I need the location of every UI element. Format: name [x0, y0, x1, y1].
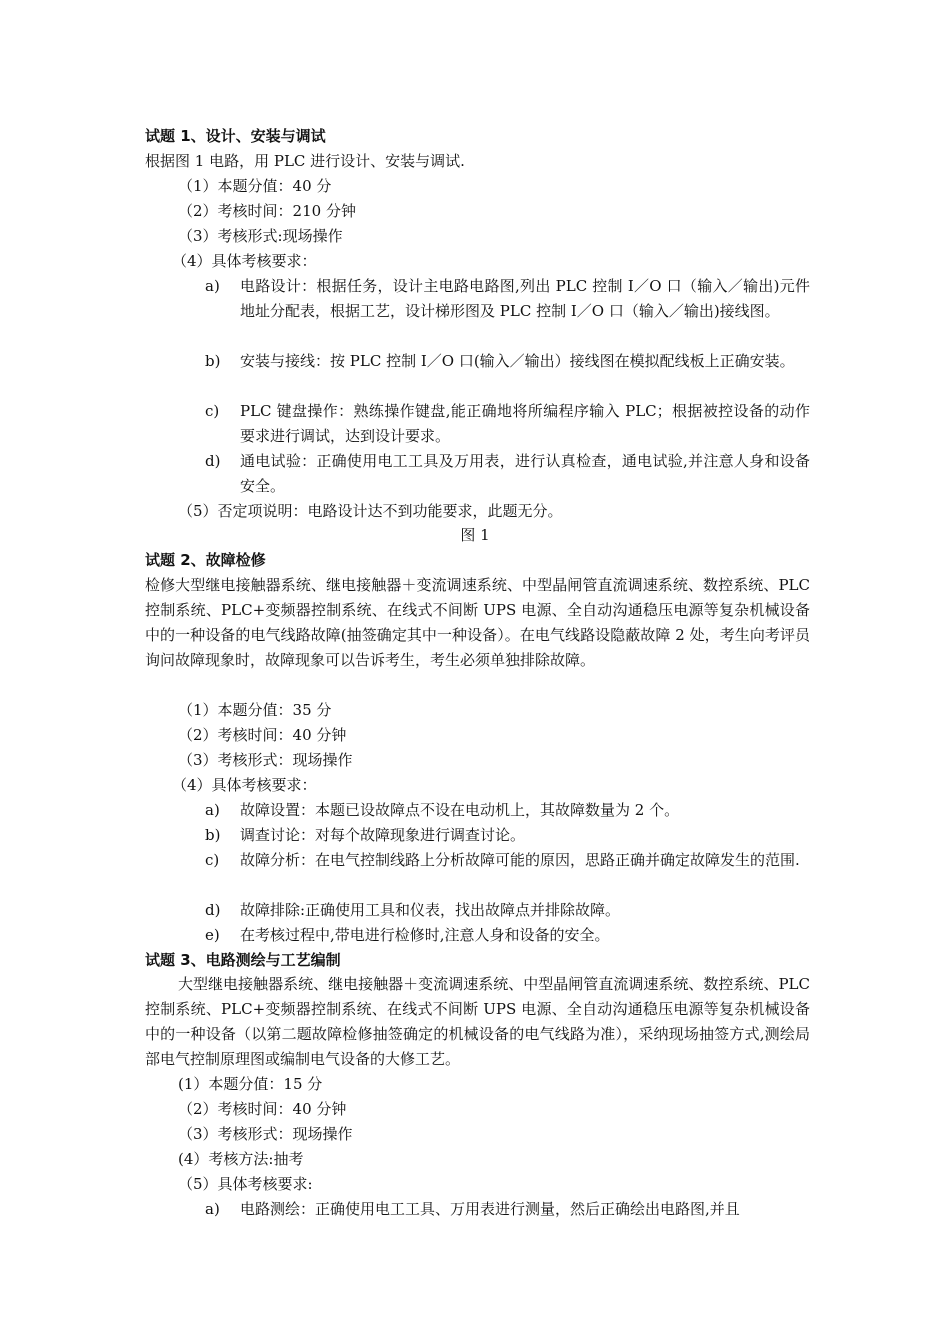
q1-item-form: （3）考核形式:现场操作	[178, 227, 343, 245]
q2-item-time: （2）考核时间：40 分钟	[178, 726, 347, 744]
q2-req-c-text: 故障分析：在电气控制线路上分析故障可能的原因，思路正确并确定故障发生的范围.	[240, 851, 800, 869]
q2-req-e-label: e)	[205, 926, 220, 944]
q2-req-d-label: d)	[205, 901, 221, 919]
q1-req-d-text: 通电试验：正确使用电工工具及万用表，进行认真检查，通电试验,并注意人身和设备安全。	[240, 452, 810, 495]
q2-req-b-label: b)	[205, 826, 221, 844]
q3-req-a-label: a)	[205, 1200, 220, 1218]
q1-req-d-label: d)	[205, 452, 221, 470]
q1-title: 试题 1、设计、安装与调试	[145, 127, 326, 145]
q2-item-reqs: （4）具体考核要求：	[172, 776, 317, 794]
q2-req-a-label: a)	[205, 801, 220, 819]
q1-req-a-label: a)	[205, 277, 220, 295]
q1-req-a-text: 电路设计：根据任务，设计主电路电路图,列出 PLC 控制 I／O 口（输入／输出)元件地址分配表，根据工艺，设计梯形图及 PLC 控制 I／O 口（输入／输出)接线图。	[240, 277, 810, 320]
q1-item-time: （2）考核时间：210 分钟	[178, 202, 356, 220]
q2-item-form: （3）考核形式：现场操作	[178, 751, 353, 769]
q2-item-score: （1）本题分值：35 分	[178, 701, 332, 719]
q2-title: 试题 2、故障检修	[145, 551, 266, 569]
q1-intro: 根据图 1 电路，用 PLC 进行设计、安装与调试.	[145, 152, 465, 170]
q2-req-d-text: 故障排除:正确使用工具和仪表，找出故障点并排除故障。	[240, 901, 621, 919]
q3-item-time: （2）考核时间：40 分钟	[178, 1100, 347, 1118]
q1-req-b-text: 安装与接线：按 PLC 控制 I／O 口(输入／输出）接线图在模拟配线板上正确安装。	[240, 352, 795, 370]
q1-req-c-label: c)	[205, 402, 220, 420]
q3-item-form: （3）考核形式：现场操作	[178, 1125, 353, 1143]
q1-req-c-text: PLC 键盘操作：熟练操作键盘,能正确地将所编程序输入 PLC；根据被控设备的动作要求进行调试，达到设计要求。	[240, 402, 810, 445]
q3-item-score: (1）本题分值：15 分	[178, 1075, 323, 1093]
q3-intro: 大型继电接触器系统、继电接触器＋变流调速系统、中型晶闸管直流调速系统、数控系统、PLC 控制系统、PLC+变频器控制系统、在线式不间断 UPS 电源、全自动沟通稳压电源等复杂机械设备中的一种设备（以第二题故障检修抽签确定的机械设备的电气线路为准），采纳现场抽签方式,测绘局部电气控制原理图或编制电气设备的大修工艺。	[145, 975, 810, 1068]
q2-req-c-label: c)	[205, 851, 220, 869]
q2-req-e-text: 在考核过程中,带电进行检修时,注意人身和设备的安全。	[240, 926, 610, 944]
q1-item-reqs: （4）具体考核要求：	[172, 252, 317, 270]
q1-veto: （5）否定项说明：电路设计达不到功能要求，此题无分。	[178, 502, 563, 520]
q3-item-reqs: （5）具体考核要求:	[178, 1175, 313, 1193]
q2-req-b-text: 调查讨论：对每个故障现象进行调查讨论。	[240, 826, 526, 844]
q3-req-a-text: 电路测绘：正确使用电工工具、万用表进行测量，然后正确绘出电路图,并且	[240, 1200, 740, 1218]
q2-intro: 检修大型继电接触器系统、继电接触器＋变流调速系统、中型晶闸管直流调速系统、数控系统、PLC 控制系统、PLC+变频器控制系统、在线式不间断 UPS 电源、全自动沟通稳压电源等复杂机械设备中的一种设备的电气线路故障(抽签确定其中一种设备）。在电气线路设隐蔽故障 2 处，考生向考评员询问故障现象时，故障现象可以告诉考生，考生必须单独排除故障。	[145, 576, 810, 669]
q1-item-score: （1）本题分值：40 分	[178, 177, 332, 195]
q1-figure-caption: 图 1	[460, 526, 490, 544]
q2-req-a-text: 故障设置：本题已设故障点不设在电动机上，其故障数量为 2 个。	[240, 801, 680, 819]
q3-item-method: (4）考核方法:抽考	[178, 1150, 304, 1168]
q3-title: 试题 3、电路测绘与工艺编制	[145, 951, 341, 969]
q1-req-b-label: b)	[205, 352, 221, 370]
